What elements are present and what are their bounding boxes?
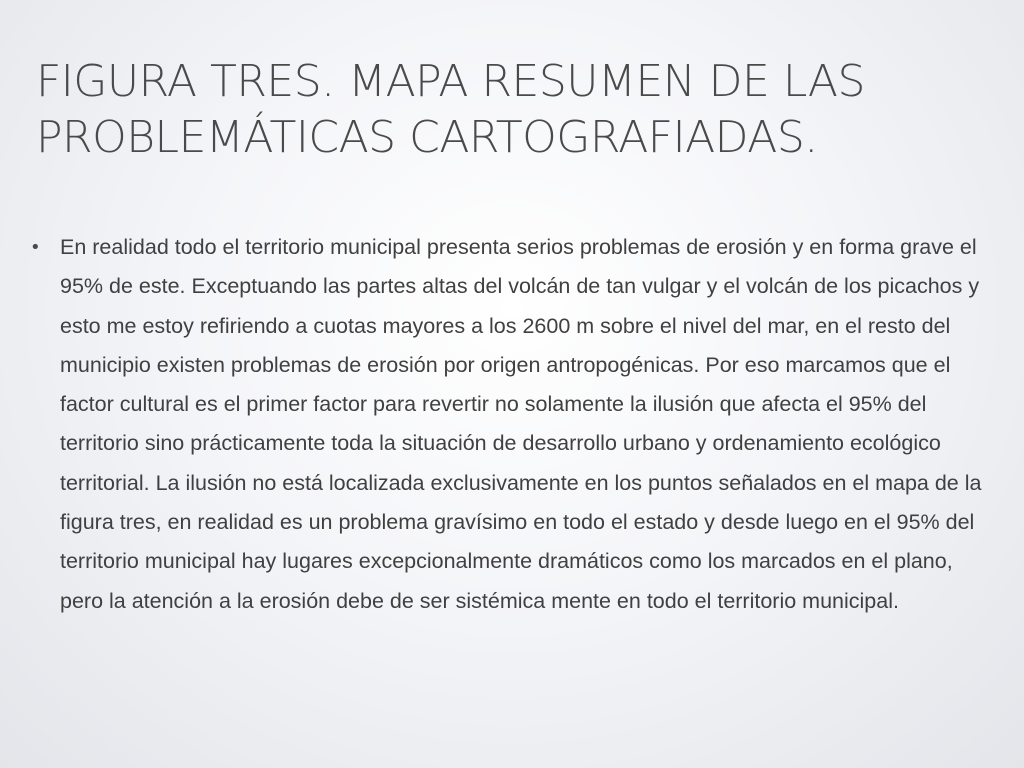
bullet-item: [30, 228, 990, 621]
slide-title-line-1: FIGURA TRES. MAPA RESUMEN DE LAS: [36, 56, 865, 107]
bullet-text: En realidad todo el territorio municipal presenta serios problemas de erosión y en forma grave el 95% de este. Exceptuando las partes altas del volcán de tan vulgar y el volcán de los picachos y esto me estoy refiriendo a cuotas mayores a los 2600 m sobre el nivel del mar, en el resto del municipio existen problemas de erosión por origen antropogénicas. Por eso marcamos que el factor cultural es el primer factor para revertir no solamente la ilusión que afecta el 95% del territorio sino prácticamente toda la situación de desarrollo urbano y ordenamiento ecológico territorial. La ilusión no está localizada exclusivamente en los puntos señalados en el mapa de la figura tres, en realidad es un problema gravísimo en todo el estado y desde luego en el 95% del territorio municipal hay lugares excepcionalmente dramáticos como los marcados en el plano, pero la atención a la erosión debe de ser sistémica mente en todo el territorio municipal.: [60, 235, 982, 613]
slide-title: [36, 54, 996, 166]
slide-body: [30, 228, 990, 621]
slide-title-line-2: PROBLEMÁTICAS CARTOGRAFIADAS.: [36, 112, 818, 163]
bullet-icon: •: [30, 237, 41, 258]
